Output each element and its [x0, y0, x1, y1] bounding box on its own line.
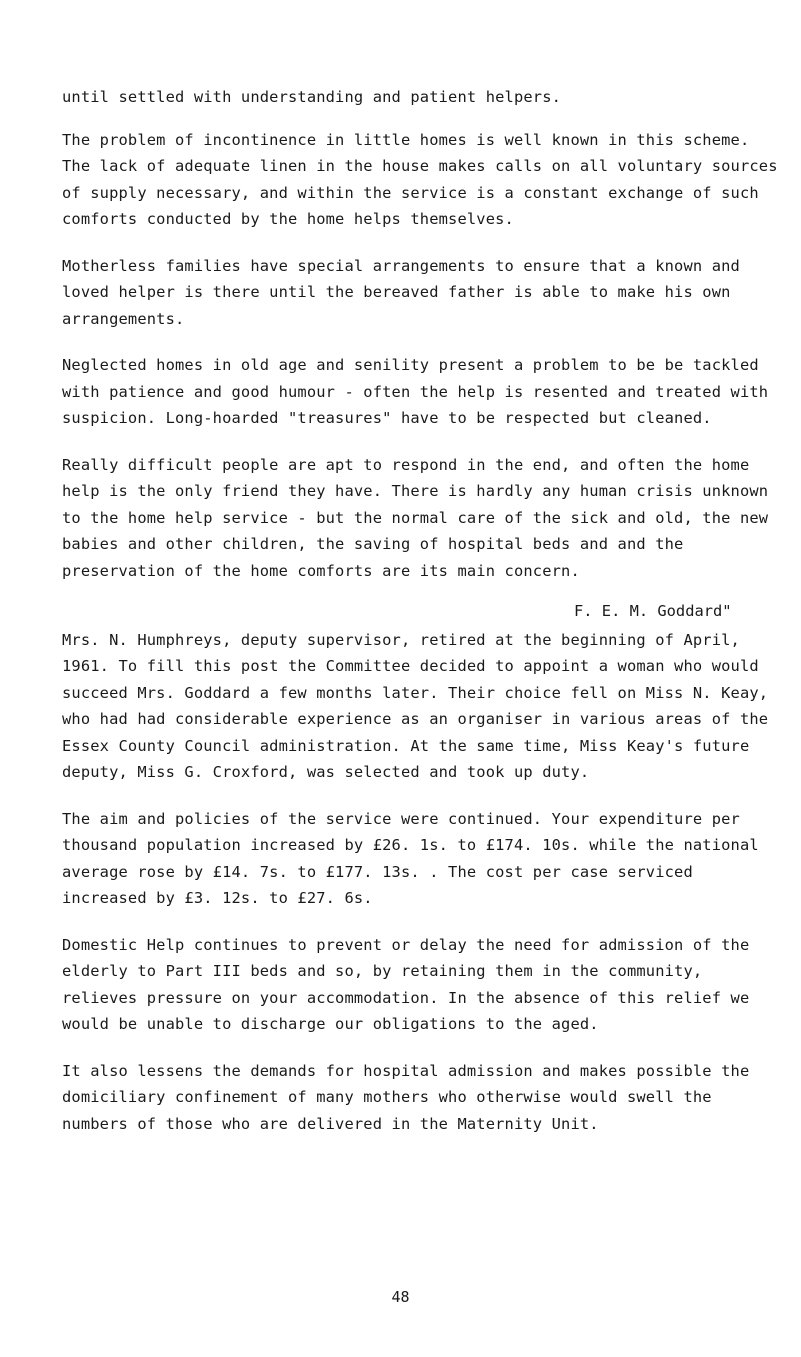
paragraph-motherless-families: Motherless families have special arrangements to ensure that a known and loved helper is there until the bereaved father is able to make his own arrangements. [62, 256, 740, 328]
document-page [62, 84, 784, 1157]
paragraph-domestic-help: Domestic Help continues to prevent or delay the need for admission of the elderly to Part III beds and so, by retaining them in the community, relieves pressure on your accommodation. In the absence of this relief we would be unable to discharge our obligations to the aged. [62, 935, 750, 1033]
paragraph-hospital-admission: It also lessens the demands for hospital admission and makes possible the domiciliary confinement of many mothers who otherwise would swell the numbers of those who are delivered in the Maternity Unit. [62, 1061, 750, 1133]
paragraph-humphreys-retirement: Mrs. N. Humphreys, deputy supervisor, retired at the beginning of April, 1961. To fill this post the Committee decided to appoint a woman who would succeed Mrs. Goddard a few months later. Their choice fell on Miss N. Keay, who had had considerable experience as an organiser in various areas of the Essex County Council administration. At the same time, Miss Keay's future deputy, Miss G. Croxford, was selected and took up duty. [62, 630, 769, 781]
paragraph-settled-helpers: until settled with understanding and patient helpers. [62, 88, 562, 106]
page-number: 48 [391, 1288, 410, 1306]
paragraph-incontinence: The problem of incontinence in little homes is well known in this scheme. The lack of adequate linen in the house makes calls on all voluntary sources of supply necessary, and within the service is a constant exchange of such comforts conducted by the home helps themselves. [62, 130, 778, 228]
paragraph-neglected-homes: Neglected homes in old age and senility present a problem to be be tackled with patience and good humour - often the help is resented and treated with suspicion. Long-hoarded "treasures" have to be respected but cleaned. [62, 356, 769, 427]
paragraph-difficult-people: Really difficult people are apt to respond in the end, and often the home help is the only friend they have. There is hardly any human crisis unknown to the home help service - but the normal care of the sick and old, the new babies and other children, the saving of hospital beds and and the preservation of the home comforts are its main concern. [62, 455, 769, 580]
paragraph-expenditure: The aim and policies of the service were continued. Your expenditure per thousand population increased by £26. 1s. to £174. 10s. while the national average rose by £14. 7s. to £177. 13s. . The cost per case serviced increased by £3. 12s. to £27. 6s. [62, 809, 759, 907]
signature: F. E. M. Goddard" [574, 602, 732, 620]
